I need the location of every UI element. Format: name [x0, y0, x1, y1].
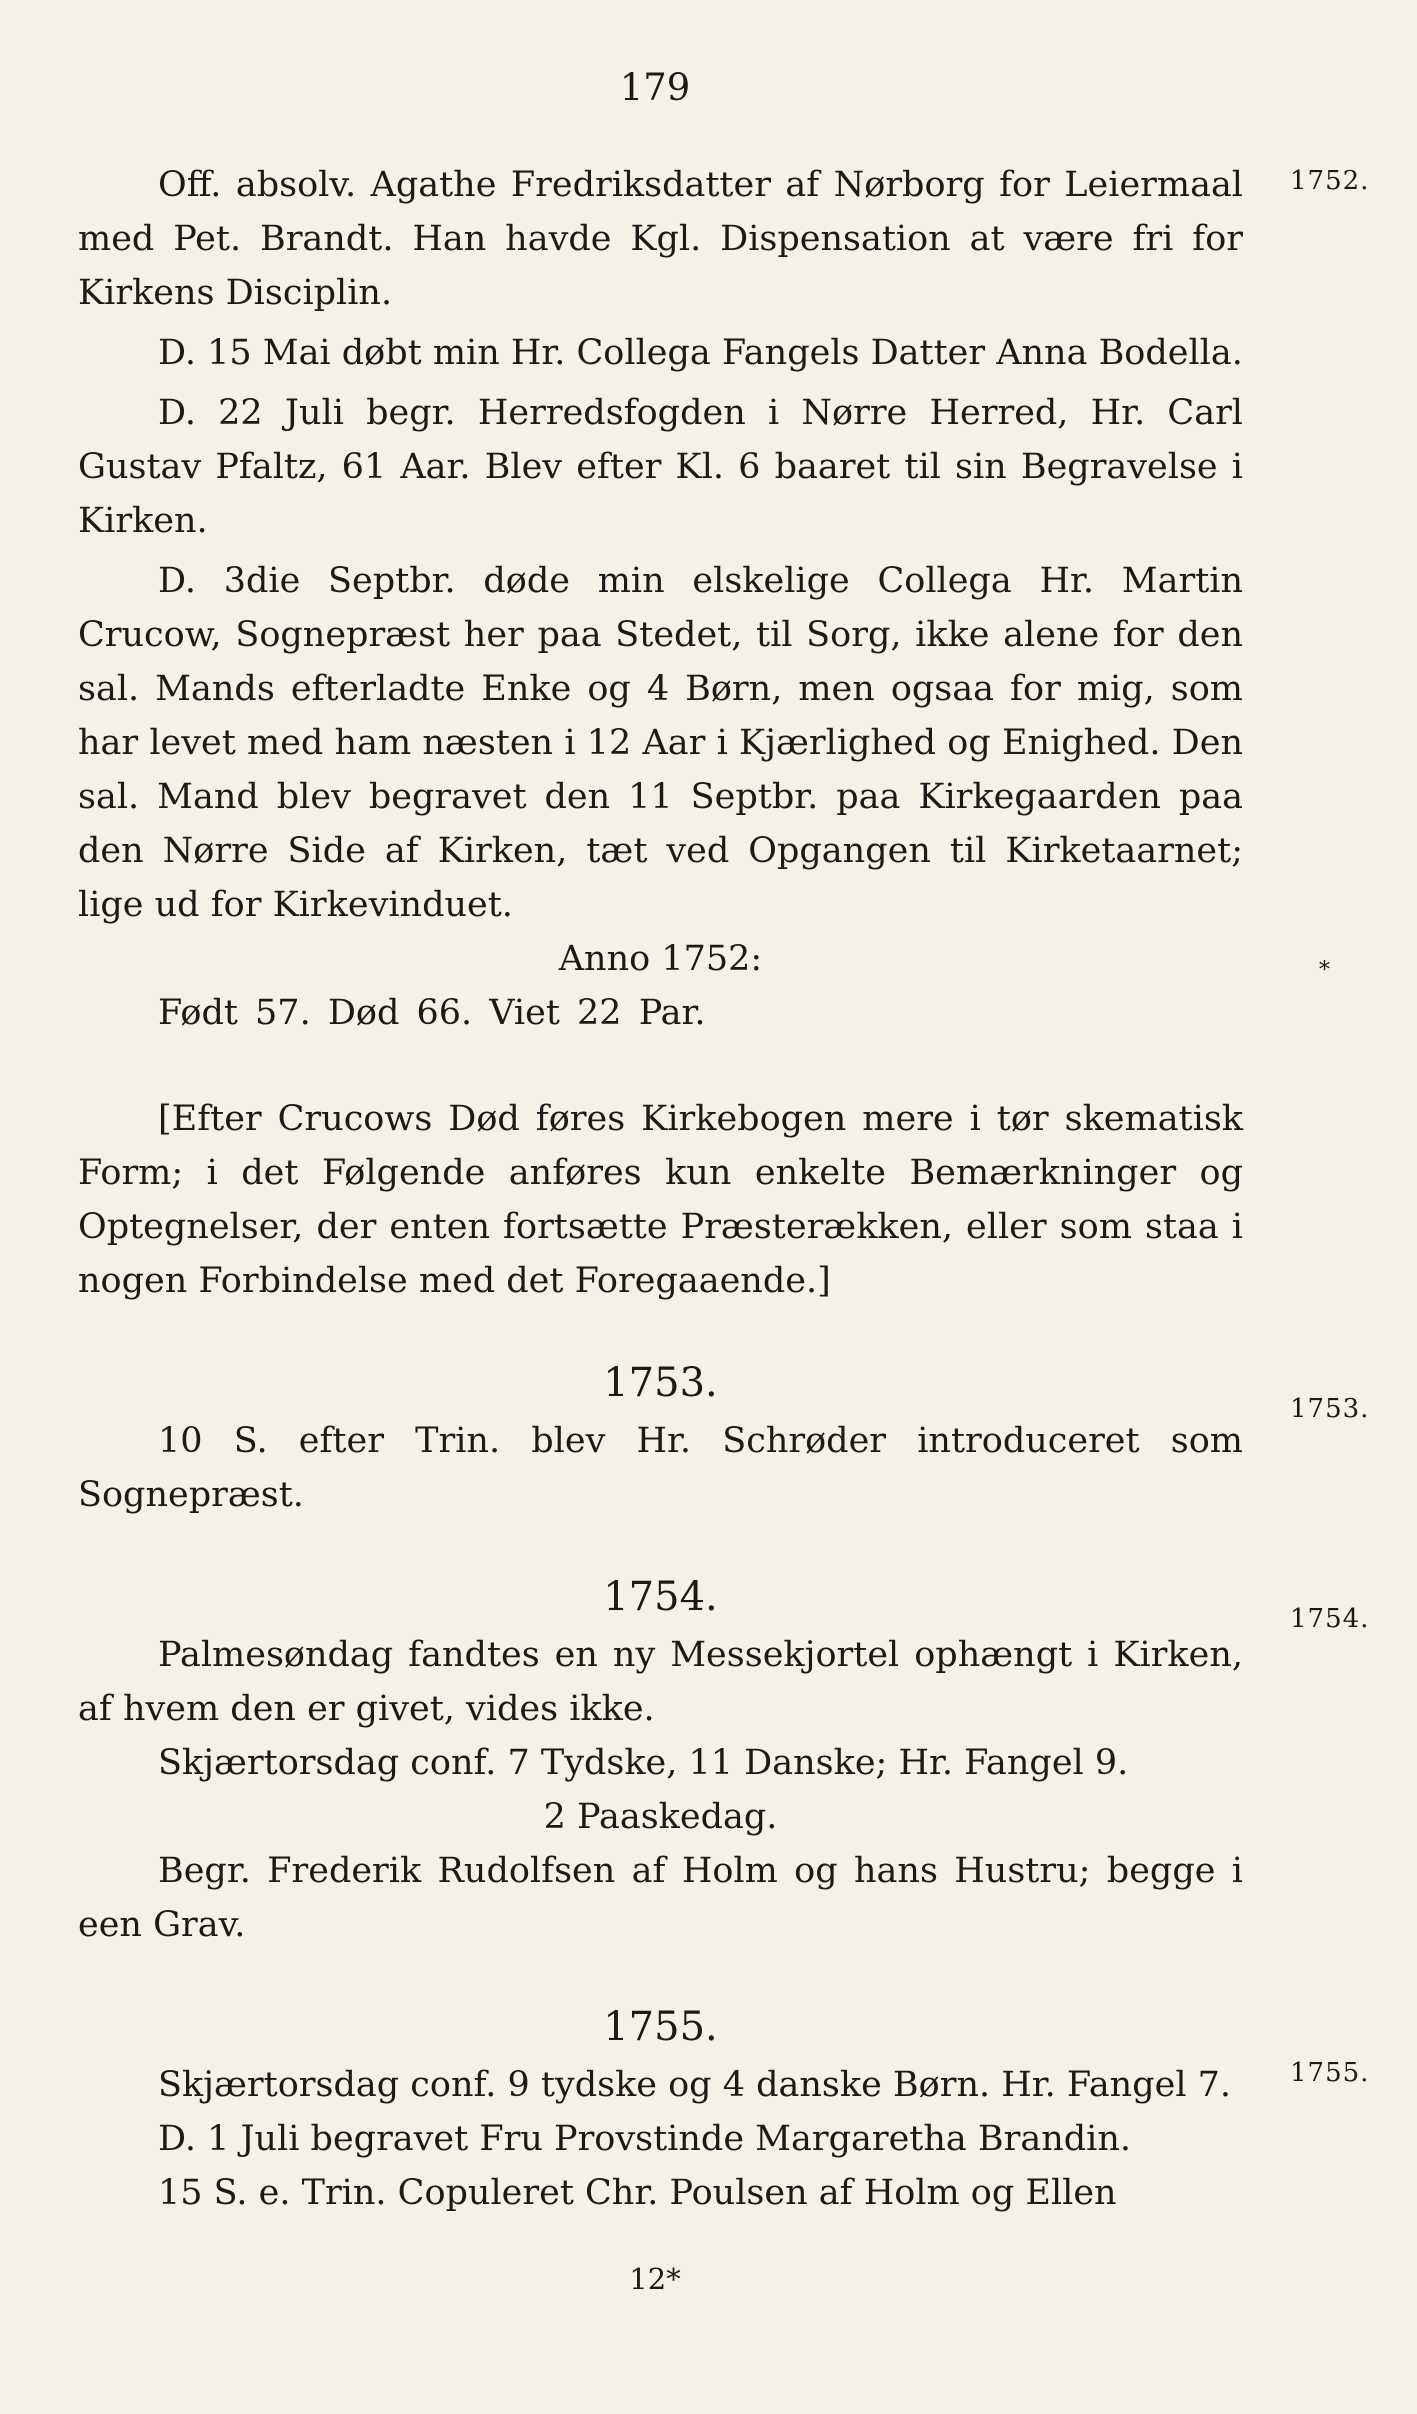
margin-year-1755: 1755.	[1290, 2058, 1370, 2088]
entry-messekjortel: Palmesøndag fandtes en ny Messekjortel ophængt i Kirken, af hvem den er givet, vides ikke.	[78, 1635, 1243, 1729]
year-heading-1754: 1754.	[603, 1574, 718, 1620]
entry-schroder-introduction: 10 S. efter Trin. blev Hr. Schrøder introduceret som Sognepræst.	[78, 1421, 1243, 1515]
entry-death-crucow: D. 3die Septbr. døde min elskelige Collega Hr. Martin Crucow, Sognepræst her paa Stedet, til Sorg, ikke alene for den sal. Mands efterladte Enke og 4 Børn, men ogsaa for mig, som har levet med ham næsten i 12 Aar i Kjærlighed og Enighed. Den sal. Mand blev begravet den 11 Septbr. paa Kirkegaarden paa den Nørre Side af Kirken, tæt ved Opgangen til Kirketaarnet; lige ud for Kirkevinduet.	[78, 561, 1243, 925]
printer-signature-mark: 12*	[629, 2262, 681, 2296]
page-number: 179	[619, 66, 691, 109]
margin-year-1753: 1753.	[1290, 1394, 1370, 1424]
entry-burial-rudolfsen: Begr. Frederik Rudolfsen af Holm og hans Hustru; begge i een Grav.	[78, 1851, 1243, 1945]
editor-note: [Efter Crucows Død føres Kirkebogen mere i tør skematisk Form; i det Følgende anføres kun enkelte Bemærkninger og Optegnelser, der enten fortsætte Præsterækken, eller som staa i nogen Forbindelse med det Foregaaende.]	[78, 1099, 1243, 1301]
entry-marriage-poulsen: 15 S. e. Trin. Copuleret Chr. Poulsen af Holm og Ellen	[158, 2173, 1117, 2213]
entry-burial-brandin: D. 1 Juli begravet Fru Provstinde Margaretha Brandin.	[158, 2119, 1132, 2159]
year-heading-1753: 1753.	[603, 1360, 718, 1406]
entry-confirmation-1754: Skjærtorsdag conf. 7 Tydske, 11 Danske; Hr. Fangel 9.	[158, 1743, 1129, 1783]
entry-baptism: D. 15 Mai døbt min Hr. Collega Fangels Datter Anna Bodella.	[158, 333, 1243, 373]
margin-year-1754: 1754.	[1290, 1604, 1370, 1634]
year-heading-1755: 1755.	[603, 2004, 718, 2050]
annual-statistics: Født 57. Død 66. Viet 22 Par.	[158, 993, 706, 1033]
entry-paaskedag: 2 Paaskedag.	[543, 1797, 778, 1837]
margin-year-1752: 1752.	[1290, 166, 1370, 196]
entry-absolution: Off. absolv. Agathe Fredriksdatter af Nørborg for Leiermaal med Pet. Brandt. Han havde Kgl. Dispensation at være fri for Kirkens Disciplin.	[78, 165, 1243, 313]
anno-heading: Anno 1752:	[558, 939, 763, 979]
text-column	[78, 158, 1243, 2220]
margin-star-mark: *	[1319, 958, 1330, 983]
entry-confirmation-1755: Skjærtorsdag conf. 9 tydske og 4 danske Børn. Hr. Fangel 7.	[158, 2065, 1232, 2105]
entry-burial-pfaltz: D. 22 Juli begr. Herredsfogden i Nørre Herred, Hr. Carl Gustav Pfaltz, 61 Aar. Blev efter Kl. 6 baaret til sin Begravelse i Kirken.	[78, 393, 1243, 541]
